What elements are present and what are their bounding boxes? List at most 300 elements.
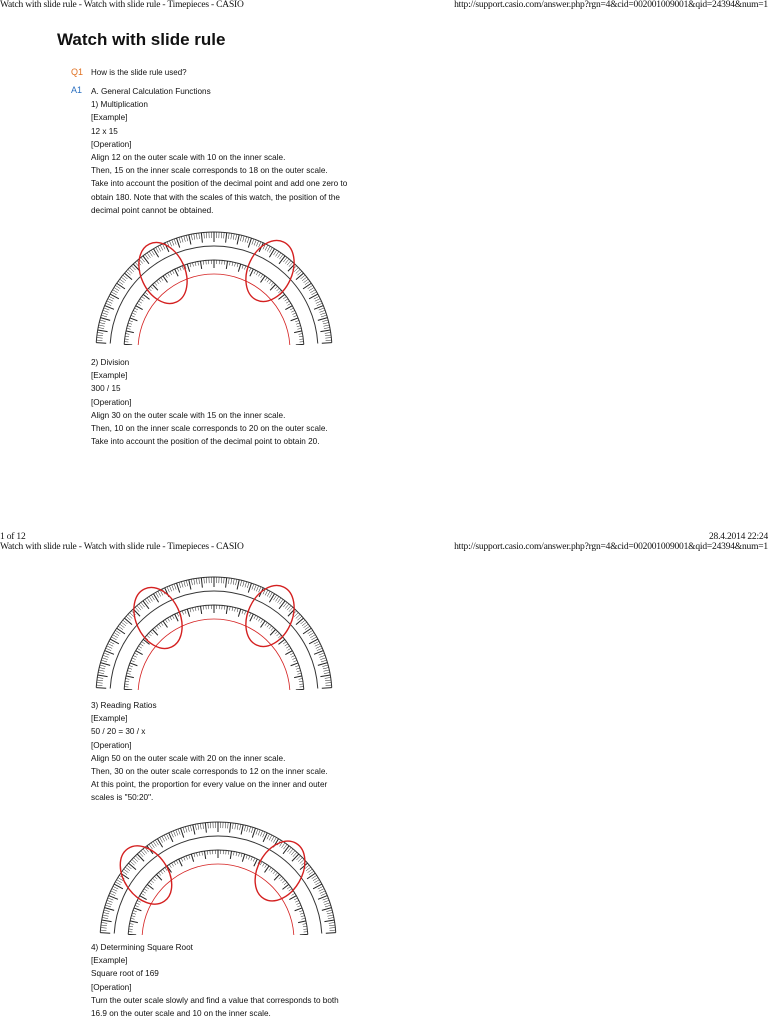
page2-header-title: Watch with slide rule - Watch with slide rule - Timepieces - CASIO — [0, 542, 244, 552]
dial-tick — [137, 303, 140, 305]
dial-tick — [258, 273, 260, 276]
dial-tick — [96, 343, 106, 344]
dial-tick — [242, 265, 243, 269]
dial-tick — [137, 606, 141, 611]
dial-tick — [317, 648, 323, 650]
dial-tick — [133, 310, 137, 312]
dial-tick — [103, 913, 109, 914]
dial-tick — [254, 859, 257, 866]
dial-tick — [309, 639, 318, 644]
dial-tick — [305, 281, 310, 285]
dial-tick — [228, 822, 229, 828]
dial-tick — [236, 852, 237, 856]
dial-tick — [96, 340, 102, 341]
dial-tick — [269, 594, 274, 603]
dial-tick — [290, 653, 294, 655]
dial-tick — [328, 917, 334, 918]
dial-tick — [102, 917, 108, 918]
dial-tick — [285, 604, 289, 609]
dial-tick — [186, 235, 187, 241]
dial-tick — [316, 646, 321, 648]
dial-tick — [275, 286, 278, 289]
answer-marker: A1 — [71, 85, 83, 95]
dial-tick — [278, 598, 281, 603]
dial-tick — [147, 253, 150, 258]
dial-tick — [294, 613, 298, 617]
dial-tick — [303, 628, 311, 634]
dial-tick — [199, 578, 200, 584]
dial-tick — [238, 609, 240, 617]
dial-tick — [267, 834, 270, 839]
dial-tick — [241, 853, 242, 857]
text-line: Turn the outer scale slowly and find a value that corresponds to both — [91, 995, 339, 1005]
slide-rule-dial-division — [88, 570, 340, 690]
dial-tick — [274, 250, 277, 255]
dial-tick — [259, 587, 261, 593]
dial-tick — [200, 606, 201, 614]
dial-tick — [190, 608, 191, 612]
dial-tick — [100, 930, 106, 931]
dial-tick — [191, 234, 192, 240]
text-line: [Operation] — [91, 397, 132, 407]
dial-tick — [108, 644, 113, 647]
dial-tick — [295, 900, 299, 902]
dial-tick — [239, 853, 240, 857]
dial-tick — [125, 867, 130, 871]
dial-tick — [324, 327, 330, 328]
dial-tick — [269, 592, 272, 597]
dial-tick — [97, 677, 103, 678]
dial-tick — [180, 267, 182, 271]
dial-tick — [149, 882, 152, 885]
dial-tick — [164, 835, 167, 840]
dial-tick — [111, 891, 116, 893]
dial-tick — [237, 235, 239, 245]
dial-tick — [120, 624, 125, 628]
dial-arc — [138, 619, 290, 690]
dial-tick — [295, 320, 299, 321]
dial-tick — [315, 299, 320, 302]
text-line: 1) Multiplication — [91, 100, 148, 110]
dial-tick — [165, 274, 167, 277]
dial-tick — [109, 641, 114, 644]
dial-tick — [287, 606, 291, 611]
dial-tick — [111, 292, 116, 295]
dial-tick — [292, 854, 299, 861]
dial-tick — [261, 619, 263, 622]
text-line: [Example] — [91, 113, 128, 123]
dial-tick — [325, 905, 331, 907]
dial-tick — [296, 903, 300, 905]
text-line: decimal point cannot be obtained. — [91, 205, 214, 215]
dial-tick — [242, 610, 243, 614]
dial-tick — [102, 313, 108, 315]
dial-tick — [101, 318, 111, 321]
dial-tick — [160, 871, 163, 874]
dial-tick — [230, 851, 231, 859]
dial-tick — [106, 903, 112, 905]
dial-tick — [289, 889, 292, 891]
dial-tick — [151, 595, 154, 600]
dial-tick — [168, 618, 170, 621]
dial-tick — [143, 601, 149, 609]
dial-tick — [237, 824, 238, 830]
dial-tick — [128, 668, 132, 669]
dial-tick — [208, 822, 209, 828]
dial-tick — [291, 663, 298, 666]
dial-tick — [134, 308, 138, 310]
dial-tick — [151, 843, 154, 848]
dial-tick — [240, 824, 241, 830]
dial-tick — [102, 920, 112, 922]
dial-tick — [251, 827, 253, 833]
dial-tick — [299, 336, 303, 337]
dial-tick — [252, 584, 254, 590]
dial-tick — [267, 279, 269, 282]
dial-tick — [314, 880, 319, 883]
dial-tick — [118, 281, 123, 285]
dial-tick — [196, 853, 197, 857]
dial-tick — [321, 893, 327, 895]
dial-tick — [284, 882, 287, 885]
dial-tick — [297, 673, 301, 674]
dial-tick — [269, 281, 272, 284]
dial-tick — [190, 825, 191, 831]
dial-tick — [294, 331, 302, 333]
text-line: A. General Calculation Functions — [91, 87, 211, 96]
dial-tick — [313, 877, 318, 880]
text-line: Then, 10 on the inner scale corresponds to 20 on the outer scale. — [91, 424, 328, 434]
dial-tick — [158, 591, 161, 596]
dial-tick — [290, 308, 294, 310]
dial-tick — [189, 235, 191, 245]
dial-arc — [138, 274, 290, 345]
dial-tick — [329, 922, 335, 923]
page1-header-url[interactable]: http://support.casio.com/answer.php?rgn=4&cid=002001009001&qid=24394&num=1 — [454, 0, 768, 10]
dial-tick — [224, 577, 225, 583]
dial-tick — [265, 622, 267, 625]
dial-tick — [277, 288, 280, 291]
dial-tick — [151, 250, 154, 255]
page1-header-title: Watch with slide rule - Watch with slide rule - Timepieces - CASIO — [0, 0, 244, 10]
dial-tick — [153, 841, 156, 846]
dial-tick — [246, 855, 247, 859]
dial-tick — [250, 614, 253, 621]
dial-tick — [269, 835, 272, 840]
dial-tick — [106, 303, 112, 305]
dial-tick — [136, 903, 140, 905]
dial-tick — [254, 615, 256, 619]
dial-tick — [320, 658, 326, 660]
dial-tick — [169, 586, 171, 592]
dial-tick — [259, 242, 261, 248]
dial-tick — [238, 264, 240, 272]
text-line: 50 / 20 = 30 / x — [91, 727, 146, 737]
dial-tick — [156, 626, 159, 629]
dial-tick — [322, 688, 332, 689]
dial-tick — [159, 279, 161, 282]
dial-tick — [162, 836, 165, 841]
dial-tick — [282, 843, 285, 848]
dial-tick — [175, 269, 178, 276]
dial-tick — [143, 849, 147, 854]
dial-tick — [126, 676, 134, 678]
dial-tick — [317, 303, 323, 305]
dial-tick — [256, 829, 258, 835]
dial-tick — [114, 884, 123, 889]
dial-tick — [302, 622, 307, 626]
dial-tick — [132, 913, 136, 914]
dial-tick — [124, 869, 129, 873]
dial-tick — [108, 299, 113, 302]
dial-tick — [292, 658, 296, 660]
dial-tick — [158, 246, 161, 251]
dial-tick — [233, 851, 234, 855]
dial-tick — [325, 335, 331, 336]
dial-tick — [110, 639, 119, 644]
dial-tick — [100, 320, 106, 322]
dial-tick — [323, 668, 329, 669]
dial-tick — [158, 873, 161, 876]
dial-tick — [188, 826, 190, 832]
dial-tick — [318, 663, 328, 666]
dial-tick — [274, 595, 277, 600]
dial-tick — [294, 268, 298, 272]
dial-tick — [115, 630, 120, 633]
dial-tick — [124, 618, 132, 625]
dial-tick — [126, 331, 134, 333]
dial-tick — [118, 626, 123, 630]
dial-tick — [114, 287, 119, 290]
dial-tick — [288, 648, 291, 650]
dial-tick — [322, 665, 328, 667]
dial-tick — [157, 839, 162, 848]
dial-tick — [320, 891, 325, 893]
dial-tick — [323, 670, 329, 671]
dial-tick — [235, 608, 236, 612]
dial-tick — [137, 854, 144, 861]
dial-tick — [298, 858, 302, 862]
dial-tick — [247, 582, 249, 588]
dial-tick — [318, 318, 328, 321]
dial-tick — [324, 903, 330, 905]
dial-tick — [189, 580, 191, 590]
dial-tick — [316, 301, 321, 303]
dial-tick — [100, 665, 106, 667]
dial-tick — [127, 326, 131, 327]
dial-tick — [186, 856, 187, 860]
dial-tick — [247, 237, 249, 243]
dial-tick — [232, 262, 233, 266]
dial-tick — [131, 660, 135, 662]
dial-tick — [99, 323, 105, 324]
dial-tick — [143, 256, 149, 264]
dial-tick — [199, 852, 200, 856]
dial-tick — [288, 303, 291, 305]
dial-tick — [167, 587, 169, 593]
dial-tick — [321, 315, 327, 317]
dial-tick — [286, 646, 289, 648]
dial-tick — [97, 335, 103, 336]
dial-tick — [174, 239, 176, 245]
dial-tick — [291, 318, 298, 321]
dial-tick — [243, 581, 245, 587]
dial-tick — [135, 905, 139, 907]
highlight-circle — [237, 233, 304, 310]
dial-tick — [150, 286, 153, 289]
dial-tick — [128, 269, 132, 273]
text-line: 2) Division — [91, 358, 130, 367]
dial-tick — [102, 658, 108, 660]
dial-tick — [303, 283, 311, 289]
dial-tick — [153, 249, 158, 258]
dial-tick — [153, 878, 156, 881]
dial-tick — [176, 860, 178, 864]
dial-tick — [110, 893, 116, 895]
dial-tick — [309, 871, 314, 875]
dial-tick — [319, 889, 324, 892]
dial-tick — [181, 828, 184, 837]
dial-tick — [184, 857, 186, 861]
dial-tick — [243, 236, 245, 242]
dial-tick — [114, 632, 119, 635]
dial-tick — [297, 328, 301, 329]
dial-tick — [302, 277, 307, 281]
dial-tick — [131, 315, 135, 317]
dial-tick — [319, 653, 325, 655]
dial-tick — [109, 296, 114, 299]
dial-tick — [283, 642, 286, 644]
dial-tick — [226, 578, 227, 588]
dial-tick — [172, 863, 174, 866]
dial-tick — [132, 313, 136, 315]
highlight-circle — [237, 578, 304, 655]
page2-header-url[interactable]: http://support.casio.com/answer.php?rgn=4&cid=002001009001&qid=24394&num=1 — [454, 542, 768, 552]
dial-tick — [248, 583, 251, 592]
dial-tick — [103, 655, 109, 657]
dial-tick — [285, 259, 289, 264]
dial-tick — [313, 884, 322, 889]
dial-tick — [271, 836, 274, 841]
dial-tick — [299, 679, 303, 680]
dial-tick — [146, 887, 149, 889]
text-line: obtain 180. Note that with the scales of this watch, the position of the — [91, 192, 340, 202]
dial-arc — [128, 850, 308, 934]
dial-tick — [285, 644, 288, 646]
dial-tick — [181, 858, 183, 862]
dial-tick — [279, 601, 285, 609]
dial-tick — [104, 308, 110, 310]
dial-tick — [178, 829, 180, 835]
text-line: Align 30 on the outer scale with 15 on the inner scale. — [91, 410, 286, 420]
dial-tick — [196, 578, 197, 584]
text-line: At this point, the proportion for every value on the inner and outer — [91, 780, 328, 790]
dial-tick — [307, 873, 315, 879]
dial-tick — [149, 596, 152, 601]
dial-tick — [195, 824, 196, 830]
dial-tick — [296, 273, 304, 280]
dial-tick — [105, 905, 111, 907]
dial-tick — [145, 292, 148, 295]
dial-tick — [309, 632, 314, 635]
dial-tick — [283, 846, 289, 854]
dial-tick — [325, 680, 331, 681]
dial-tick — [297, 671, 301, 672]
dial-tick — [101, 663, 111, 666]
question-marker: Q1 — [71, 67, 84, 77]
dial-tick — [121, 622, 126, 626]
dial-tick — [97, 338, 103, 339]
dial-tick — [326, 340, 332, 341]
dial-tick — [176, 830, 178, 836]
slide-rule-dial-multiplication — [88, 225, 340, 345]
dial-tick — [161, 622, 163, 625]
dial-tick — [113, 886, 118, 889]
dial-tick — [254, 240, 256, 246]
dial-tick — [292, 893, 295, 895]
dial-tick — [296, 614, 300, 618]
dial-tick — [195, 262, 196, 266]
dial-tick — [320, 675, 330, 677]
dial-tick — [172, 585, 174, 591]
dial-tick — [155, 840, 158, 845]
dial-tick — [322, 908, 332, 911]
dial-tick — [103, 310, 109, 312]
dial-tick — [133, 655, 137, 657]
dial-tick — [309, 294, 318, 299]
dial-tick — [314, 641, 319, 644]
dial-tick — [321, 660, 327, 662]
dial-tick — [236, 579, 237, 585]
dial-tick — [322, 320, 328, 322]
dial-tick — [201, 233, 202, 243]
dial-tick — [120, 279, 125, 283]
dial-tick — [100, 933, 110, 934]
dial-tick — [310, 635, 315, 638]
dial-tick — [149, 251, 152, 256]
dial-tick — [134, 908, 141, 911]
dial-tick — [235, 263, 236, 267]
dial-tick — [129, 320, 133, 321]
dial-tick — [161, 277, 163, 280]
section-square-root — [91, 941, 339, 1020]
dial-tick — [325, 683, 331, 684]
dial-tick — [254, 270, 256, 274]
dial-tick — [165, 619, 167, 622]
dial-tick — [106, 648, 112, 650]
dial-tick — [236, 234, 237, 240]
dial-tick — [295, 908, 302, 911]
dial-tick — [226, 233, 227, 243]
dial-tick — [271, 628, 274, 631]
dial-tick — [311, 637, 316, 640]
dial-tick — [237, 580, 239, 590]
dial-tick — [110, 294, 119, 299]
dial-tick — [175, 614, 178, 621]
dial-tick — [149, 288, 152, 291]
dial-tick — [127, 328, 131, 329]
dial-tick — [141, 893, 144, 895]
dial-tick — [325, 338, 331, 339]
dial-tick — [159, 624, 161, 627]
dial-tick — [265, 590, 268, 595]
dial-tick — [326, 933, 336, 934]
dial-tick — [97, 683, 103, 684]
dial-tick — [185, 610, 186, 614]
dial-tick — [174, 584, 176, 590]
dial-tick — [295, 665, 299, 666]
dial-tick — [128, 863, 136, 870]
